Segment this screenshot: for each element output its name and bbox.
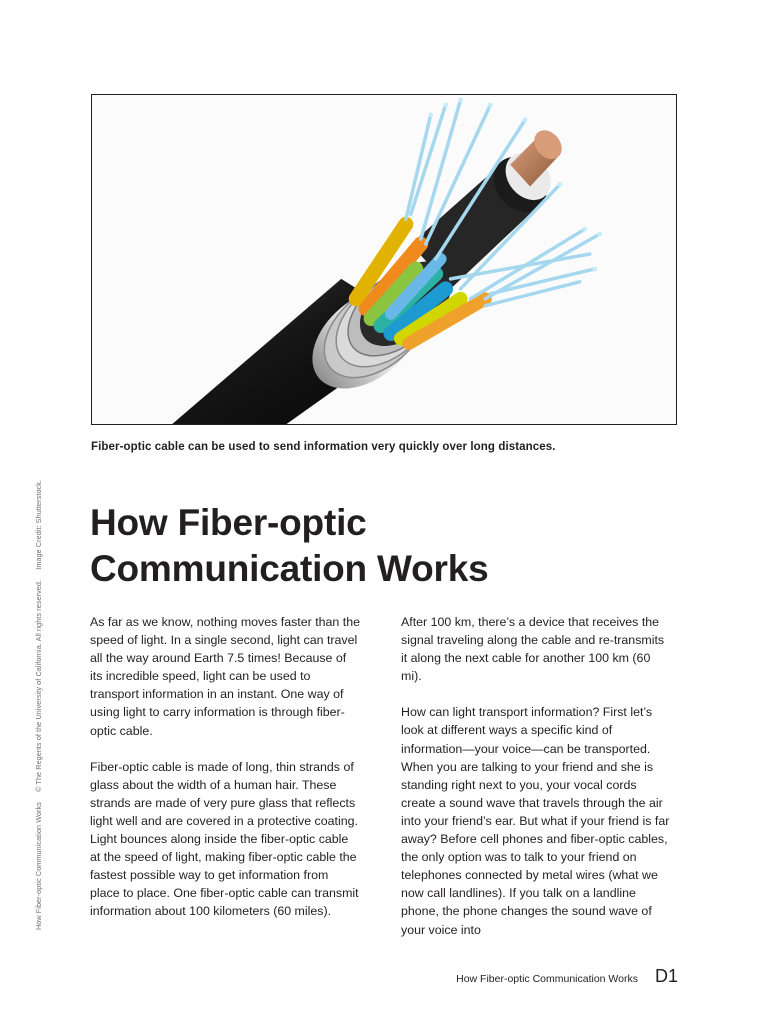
side-credit-copyright: © The Regents of the University of California. All rights reserved. [34,579,43,792]
side-credit-line [34,430,43,930]
fiber-optic-cable-photo [92,95,676,424]
article-title-line-1: How Fiber-optic [90,502,367,543]
side-credit-title: How Fiber-optic Communication Works [34,802,43,930]
left-paragraph-2: Fiber-optic cable is made of long, thin strands of glass about the width of a human hair. These strands are made of very pure glass that reflects light well and are covered in a protective coating. Light bounces along inside the fiber-optic cable at the speed of light, making fiber-optic cable the fastest possible way to get information from place to place. One fiber-optic cable can transmit information about 100 kilometers (60 miles). [90,759,359,919]
right-paragraph-1: After 100 km, there’s a device that receives the signal traveling along the cable and re-transmits it along the next cable for another 100 km (60 mi). [401,615,665,684]
footer-title: How Fiber-optic Communication Works [456,973,638,985]
article-title-line-2: Communication Works [90,548,489,589]
page-number: D1 [654,966,678,986]
page-footer [456,966,678,987]
right-column [401,613,671,957]
article-title [90,500,650,592]
cable-photo-frame [91,94,677,425]
left-column [90,613,360,939]
right-paragraph-2: How can light transport information? First let’s look at different ways a specific kind of information—your voice—can be transported. When you are talking to your friend and she is standing right next to you, your vocal cords create a sound wave that travels through the air into your friend’s ear. But what if your friend is far away? Before cell phones and fiber-optic cables, the only option was to talk to your friend on telephones connected by metal wires (what we now call landlines). If you talk on a landline phone, the phone changes the sound wave of your voice into [401,705,670,937]
left-paragraph-1: As far as we know, nothing moves faster than the speed of light. In a single second, light can travel all the way around Earth 7.5 times! Because of its incredible speed, light can be used to transport information in an instant. One way of using light to carry information is through fiber-optic cable. [90,615,360,738]
side-credit-image: Image Credit: Shutterstock. [34,479,43,570]
figure-caption: Fiber-optic cable can be used to send information very quickly over long distances. [91,441,556,453]
